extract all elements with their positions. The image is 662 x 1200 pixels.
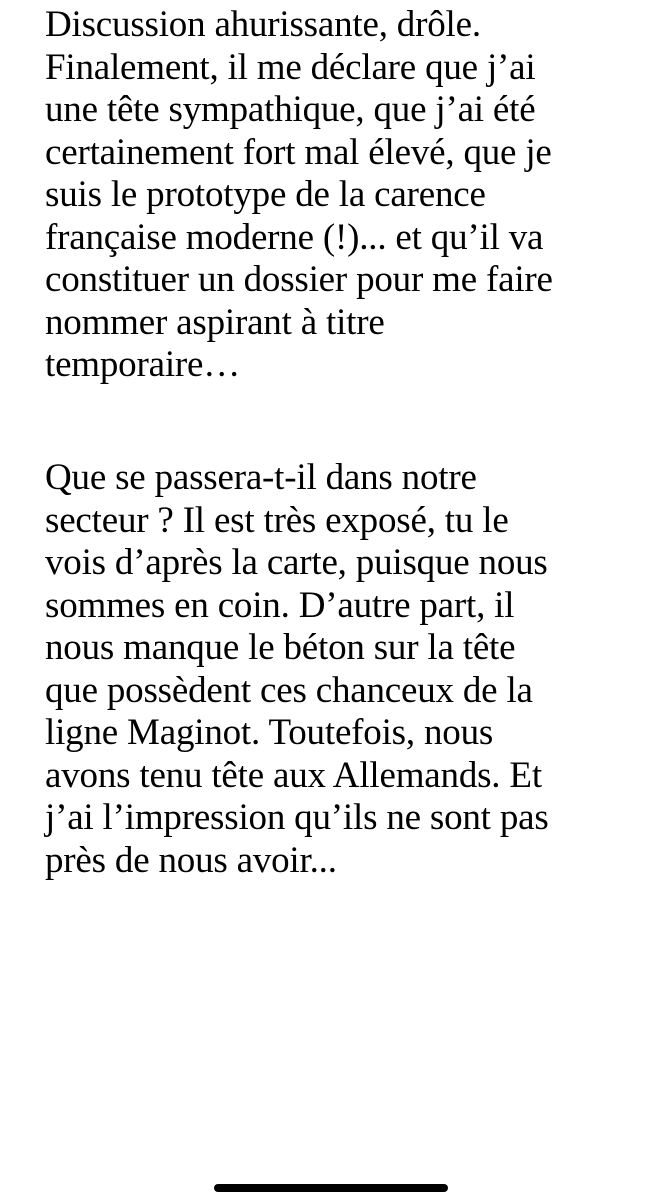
text-line: Que se passera-t-il dans notre <box>45 457 477 498</box>
text-line: française moderne (!)... et qu’il va <box>45 216 544 258</box>
text-line: temporaire… <box>45 344 241 385</box>
text-line: une tête sympathique, que j’ai été <box>45 89 536 130</box>
text-line: constituer un dossier pour me faire <box>45 259 553 300</box>
text-line: près de nous avoir... <box>45 839 337 881</box>
text-line: sommes en coin. D’autre part, il <box>45 584 515 626</box>
text-line: nommer aspirant à titre <box>45 301 385 343</box>
text-line: nous manque le béton sur la tête <box>45 627 516 668</box>
text-line: que possèdent ces chanceux de la <box>45 669 533 711</box>
home-indicator[interactable] <box>214 1184 448 1192</box>
text-line: vois d’après la carte, puisque nous <box>45 542 548 583</box>
text-line: avons tenu tête aux Allemands. Et <box>45 754 542 796</box>
paragraph-1 <box>45 4 645 387</box>
text-line: secteur ? Il est très exposé, tu le <box>45 499 509 541</box>
text-line: ligne Maginot. Toutefois, nous <box>45 712 494 753</box>
text-line: Discussion ahurissante, drôle. <box>45 4 481 45</box>
text-line: suis le prototype de la carence <box>45 174 486 215</box>
paragraph-2 <box>45 457 645 882</box>
text-line: certainement fort mal élevé, que je <box>45 131 552 173</box>
text-line: Finalement, il me déclare que j’ai <box>45 46 536 88</box>
text-line: j’ai l’impression qu’ils ne sont pas <box>45 797 549 838</box>
